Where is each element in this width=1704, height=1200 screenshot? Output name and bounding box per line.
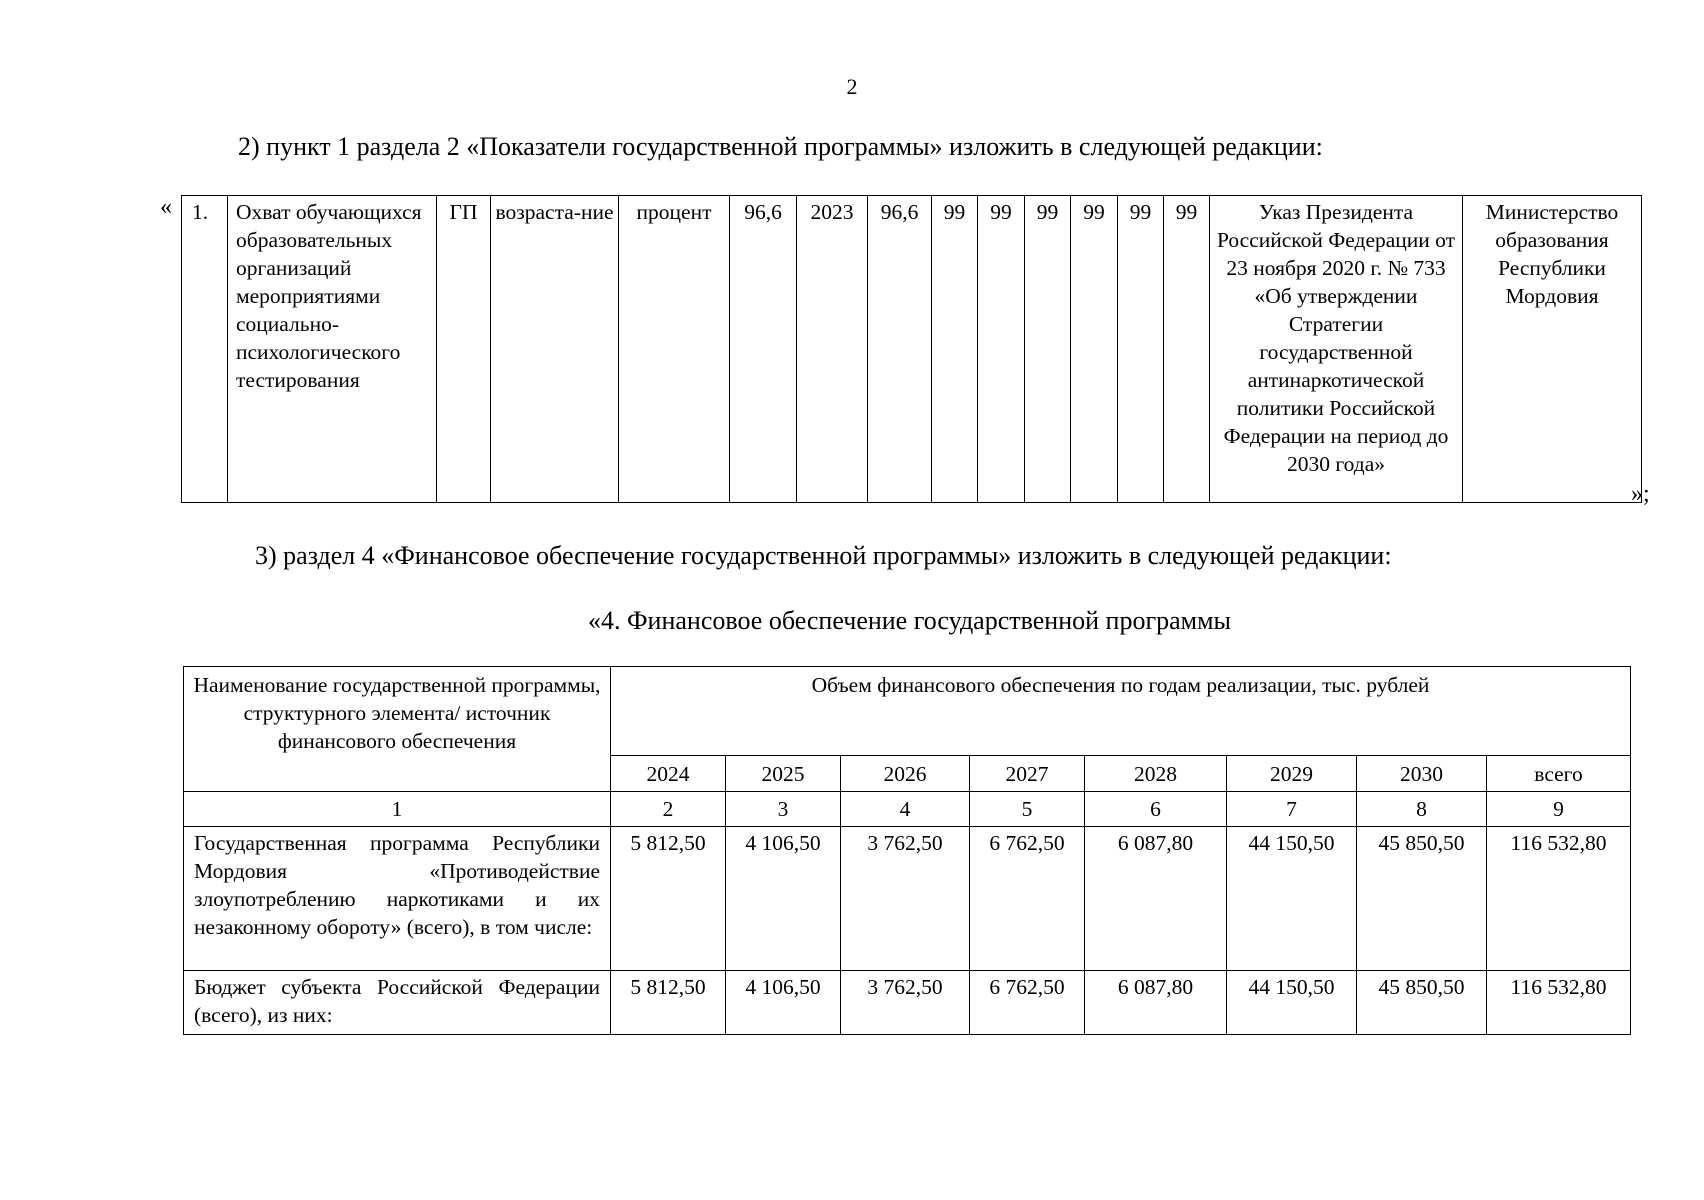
column-number-row (184, 792, 1631, 827)
year-header: 2028 (1085, 756, 1227, 792)
amount-cell: 4 106,50 (726, 971, 841, 1035)
opening-quote: « (160, 194, 172, 220)
amount-cell: 5 812,50 (611, 971, 726, 1035)
page-number: 2 (846, 74, 858, 99)
table-row (184, 971, 1631, 1035)
column-number: 4 (841, 792, 970, 827)
year-header: 2027 (970, 756, 1085, 792)
column-number: 1 (184, 792, 611, 827)
amount-cell: 4 106,50 (726, 827, 841, 971)
indicator-number: 1. (182, 196, 228, 503)
indicator-value-2030: 99 (1164, 196, 1210, 503)
year-header: 2029 (1227, 756, 1357, 792)
budget-name: Бюджет субъекта Российской Федерации (всего), из них: (184, 971, 611, 1035)
year-header: 2025 (726, 756, 841, 792)
section-heading: «4. Финансовое обеспечение государственной программы (588, 606, 1232, 635)
amount-cell: 44 150,50 (1227, 971, 1357, 1035)
total-cell: 116 532,80 (1487, 971, 1631, 1035)
year-header: 2024 (611, 756, 726, 792)
indicator-value-2027: 99 (1025, 196, 1071, 503)
closing-quote: »; (1631, 481, 1650, 507)
total-header: всего (1487, 756, 1631, 792)
indicator-name: Охват обучающихся образовательных организаций мероприятиями социально-психологического тестирования (228, 196, 437, 503)
indicator-value-2026: 99 (978, 196, 1025, 503)
volume-header: Объем финансового обеспечения по годам реализации, тыс. рублей (611, 667, 1631, 756)
indicator-value-2029: 99 (1118, 196, 1164, 503)
column-number: 6 (1085, 792, 1227, 827)
amount-cell: 5 812,50 (611, 827, 726, 971)
column-number: 2 (611, 792, 726, 827)
column-number: 5 (970, 792, 1085, 827)
finance-header-row (184, 667, 1631, 756)
indicator-base-year: 2023 (797, 196, 868, 503)
indicator-type: ГП (437, 196, 491, 503)
indicator-value-2025: 99 (932, 196, 978, 503)
column-number: 3 (726, 792, 841, 827)
column-number: 7 (1227, 792, 1357, 827)
indicator-value-2024: 96,6 (868, 196, 932, 503)
indicator-value-2028: 99 (1071, 196, 1118, 503)
column-number: 8 (1357, 792, 1487, 827)
amount-cell: 45 850,50 (1357, 827, 1487, 971)
amount-cell: 45 850,50 (1357, 971, 1487, 1035)
indicator-unit: процент (619, 196, 730, 503)
indicator-base-value: 96,6 (730, 196, 797, 503)
indicator-direction: возраста-ние (491, 196, 619, 503)
amendment-paragraph-2: 2) пункт 1 раздела 2 «Показатели государственной программы» изложить в следующей редакции: (238, 132, 1323, 161)
amount-cell: 6 762,50 (970, 827, 1085, 971)
indicator-document: Указ Президента Российской Федерации от 23 ноября 2020 г. № 733 «Об утверждении Стратегии государственной антинаркотической политики Российской Федерации на период до 2030 года» (1210, 196, 1463, 503)
amendment-paragraph-3: 3) раздел 4 «Финансовое обеспечение государственной программы» изложить в следующей редакции: (255, 541, 1392, 570)
indicator-row (182, 196, 1642, 503)
amount-cell: 6 087,80 (1085, 971, 1227, 1035)
finance-table (183, 666, 1631, 1035)
amount-cell: 6 087,80 (1085, 827, 1227, 971)
indicator-responsible: Министерство образования Республики Мордовия (1463, 196, 1642, 503)
amount-cell: 6 762,50 (970, 971, 1085, 1035)
year-header: 2026 (841, 756, 970, 792)
indicator-table (181, 195, 1642, 503)
name-column-header: Наименование государственной программы, структурного элемента/ источник финансового обеспечения (184, 667, 611, 792)
amount-cell: 3 762,50 (841, 971, 970, 1035)
table-row (184, 827, 1631, 971)
program-name: Государственная программа Республики Мордовия «Противодействие злоупотреблению наркотиками и их незаконному обороту» (всего), в том числе: (184, 827, 611, 971)
year-header: 2030 (1357, 756, 1487, 792)
total-cell: 116 532,80 (1487, 827, 1631, 971)
amount-cell: 44 150,50 (1227, 827, 1357, 971)
column-number: 9 (1487, 792, 1631, 827)
amount-cell: 3 762,50 (841, 827, 970, 971)
